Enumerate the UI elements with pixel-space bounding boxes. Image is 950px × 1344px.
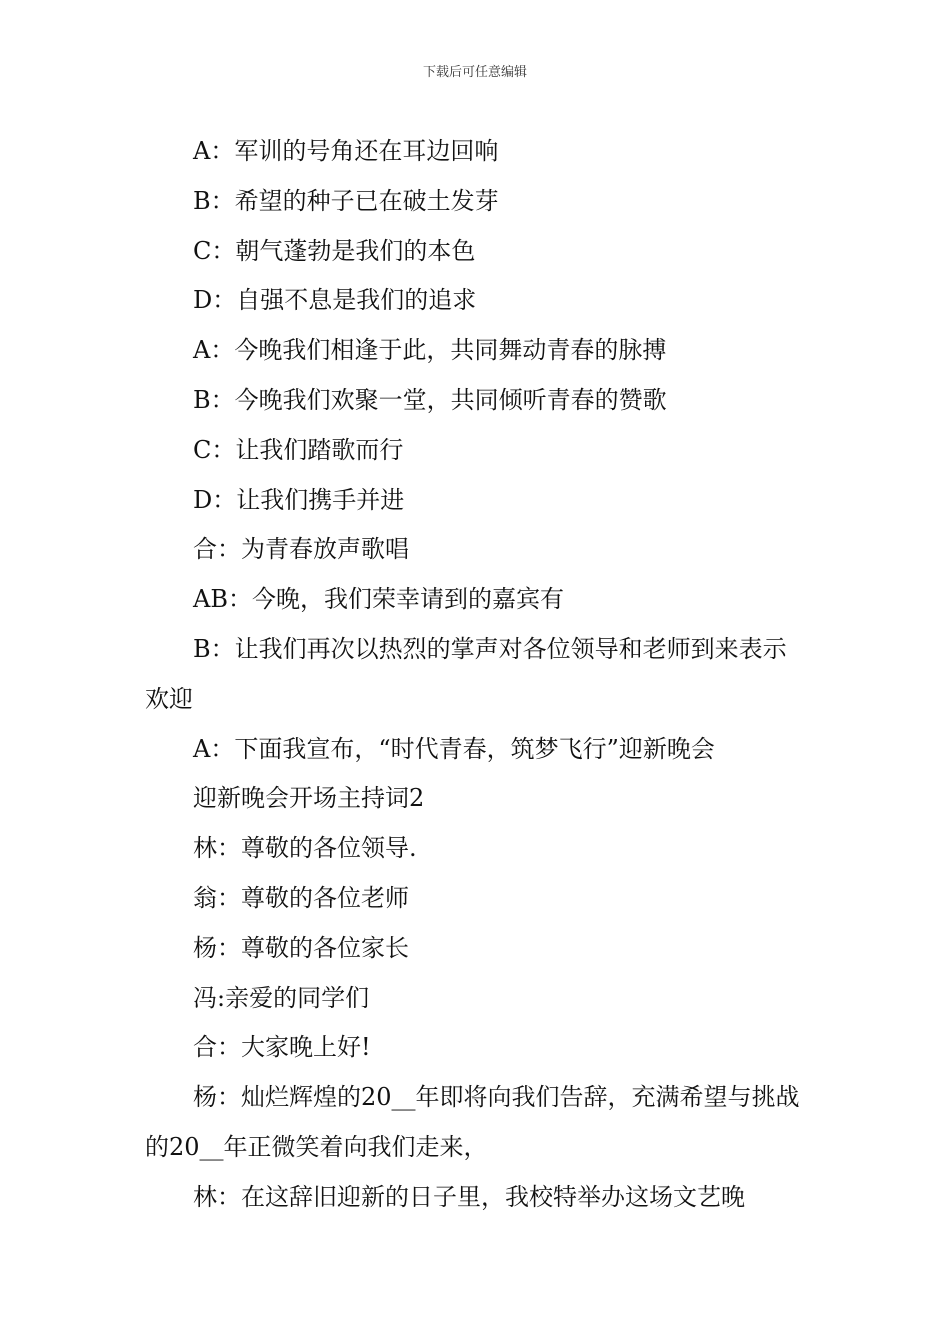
paragraph: C：朝气蓬勃是我们的本色	[193, 236, 476, 265]
paragraph: 冯:亲爱的同学们	[193, 983, 370, 1012]
paragraph: B：让我们再次以热烈的掌声对各位领导和老师到来表示欢迎	[145, 634, 787, 713]
paragraph: B：希望的种子已在破土发芽	[193, 186, 499, 215]
paragraph: 合：为青春放声歌唱	[193, 535, 409, 564]
paragraph: AB：今晚，我们荣幸请到的嘉宾有	[193, 585, 564, 614]
paragraph: D：让我们携手并进	[193, 485, 405, 514]
paragraph: 杨：灿烂辉煌的20__年即将向我们告辞，充满希望与挑战的20__年正微笑着向我们走来，	[145, 1083, 800, 1161]
section-title: 迎新晚会开场主持词2	[193, 784, 425, 813]
paragraph: 林：尊敬的各位领导.	[193, 834, 417, 863]
paragraph: A：军训的号角还在耳边回响	[193, 137, 499, 165]
paragraph: 林：在这辞旧迎新的日子里，我校特举办这场文艺晚	[193, 1182, 745, 1211]
paragraph: 杨：尊敬的各位家长	[193, 933, 409, 962]
paragraph: D：自强不息是我们的追求	[193, 286, 477, 315]
paragraph: A：今晚我们相逢于此，共同舞动青春的脉搏	[193, 336, 667, 365]
paragraph: C：让我们踏歌而行	[193, 435, 404, 464]
document-body	[145, 127, 807, 1223]
page-header: 下载后可任意编辑	[422, 65, 527, 80]
paragraph: A：下面我宣布，“时代青春，筑梦飞行”迎新晚会	[193, 734, 715, 763]
paragraph: 翁：尊敬的各位老师	[193, 883, 409, 912]
paragraph: 合：大家晚上好!	[193, 1033, 371, 1062]
paragraph: B：今晚我们欢聚一堂，共同倾听青春的赞歌	[193, 385, 667, 414]
